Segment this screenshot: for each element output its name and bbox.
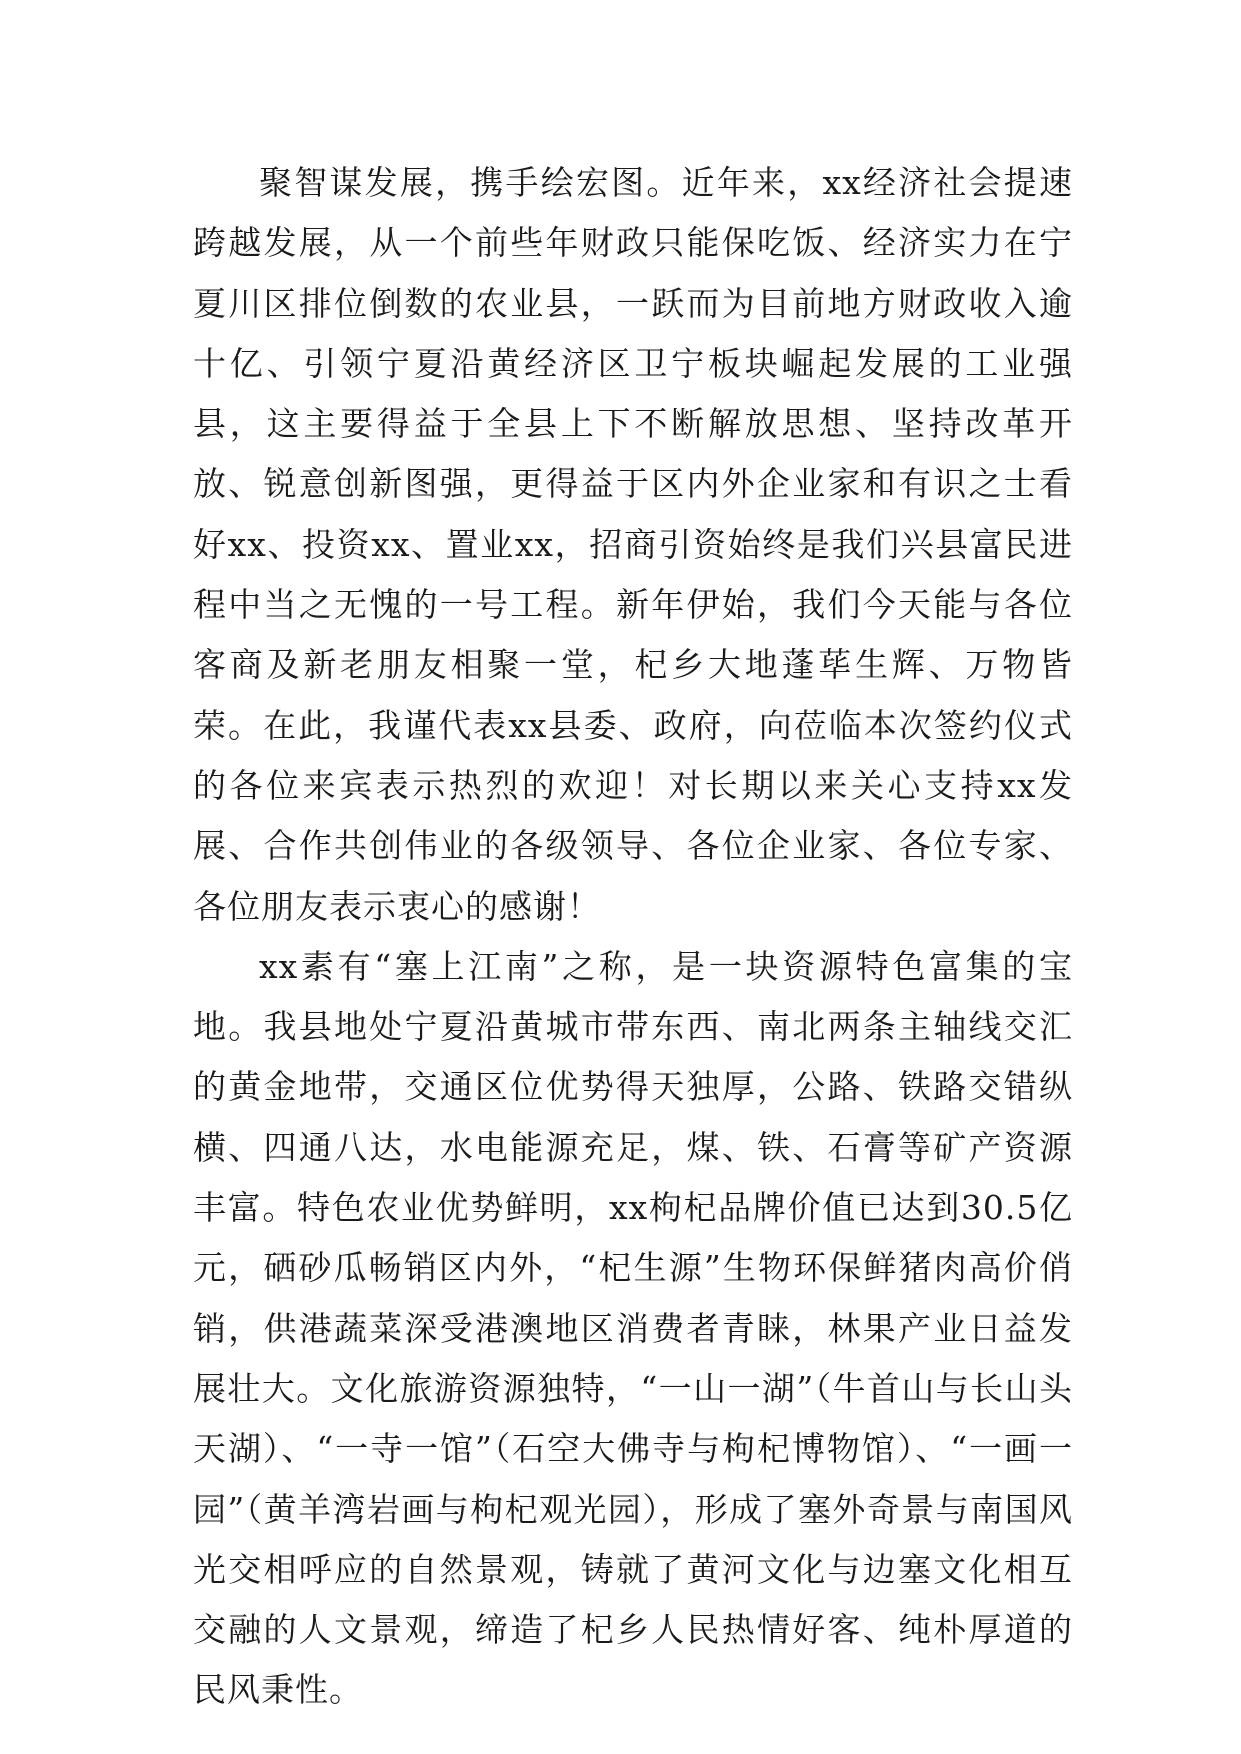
document-body xyxy=(193,153,1073,1721)
paragraph-resources: xx素有“塞上江南”之称，是一块资源特色富集的宝地。我县地处宁夏沿黄城市带东西、南北两条主轴线交汇的黄金地带，交通区位优势得天独厚，公路、铁路交错纵横、四通八达，水电能源充足，煤、铁、石膏等矿产资源丰富。特色农业优势鲜明，xx枸杞品牌价值已达到30.5亿元，硒砂瓜畅销区内外，“杞生源”生物环保鲜猪肉高价俏销，供港蔬菜深受港澳地区消费者青睐，林果产业日益发展壮大。文化旅游资源独特，“一山一湖”（牛首山与长山头天湖）、“一寺一馆”（石空大佛寺与枸杞博物馆）、“一画一园”（黄羊湾岩画与枸杞观光园），形成了塞外奇景与南国风光交相呼应的自然景观，铸就了黄河文化与边塞文化相互交融的人文景观，缔造了杞乡人民热情好客、纯朴厚道的民风秉性。 xyxy=(193,946,1073,1710)
paragraph-welcome: 聚智谋发展，携手绘宏图。近年来，xx经济社会提速跨越发展，从一个前些年财政只能保吃饭、经济实力在宁夏川区排位倒数的农业县，一跃而为目前地方财政收入逾十亿、引领宁夏沿黄经济区卫宁板块崛起发展的工业强县，这主要得益于全县上下不断解放思想、坚持改革开放、锐意创新图强，更得益于区内外企业家和有识之士看好xx、投资xx、置业xx，招商引资始终是我们兴县富民进程中当之无愧的一号工程。新年伊始，我们今天能与各位客商及新老朋友相聚一堂，杞乡大地蓬荜生辉、万物皆荣。在此，我谨代表xx县委、政府，向莅临本次签约仪式的各位来宾表示热烈的欢迎！对长期以来关心支持xx发展、合作共创伟业的各级领导、各位企业家、各位专家、各位朋友表示衷心的感谢！ xyxy=(193,163,1073,926)
